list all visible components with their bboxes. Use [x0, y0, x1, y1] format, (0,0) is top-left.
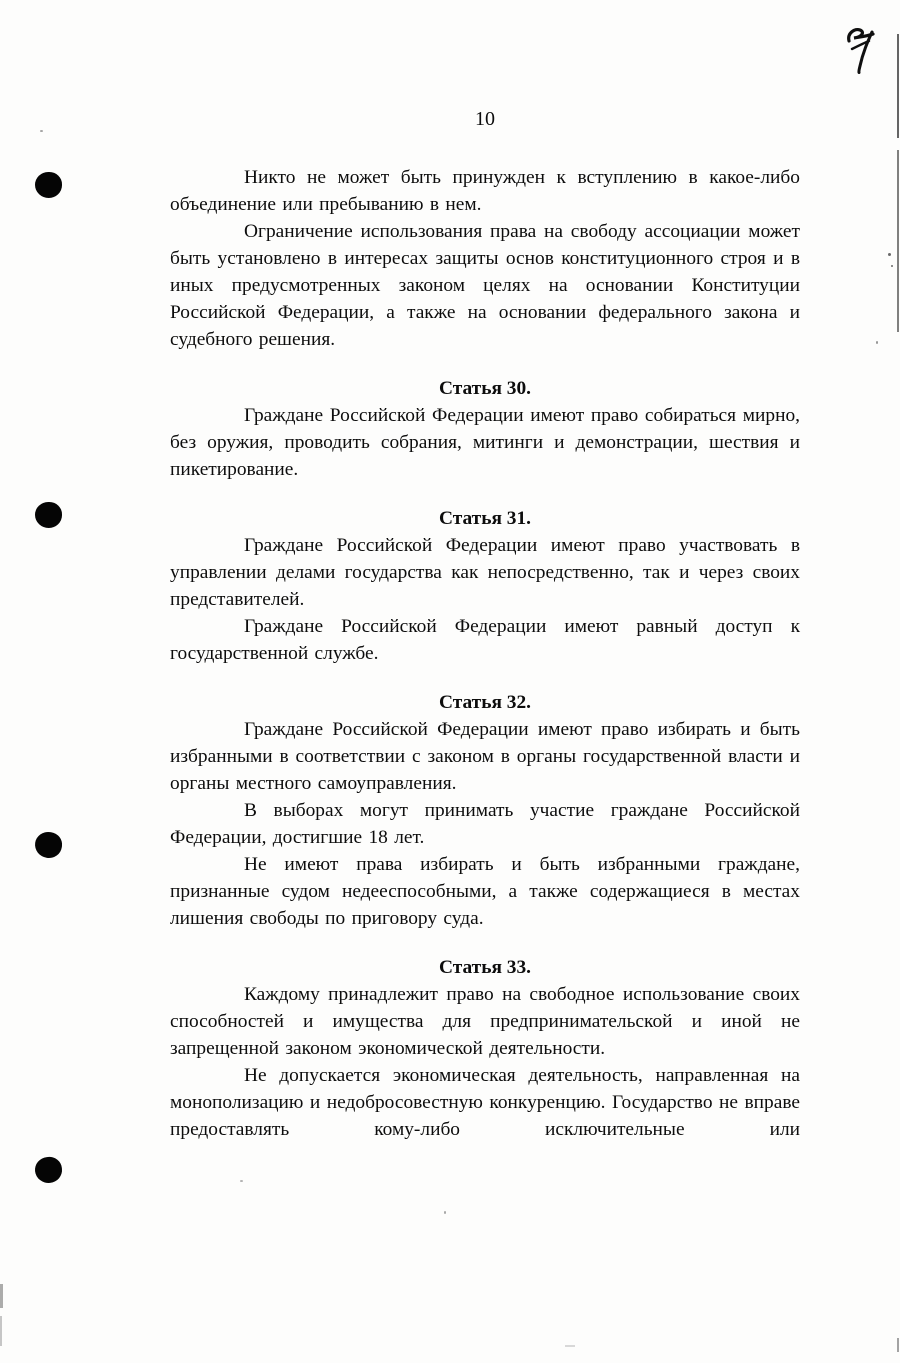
article-heading: Статья 33.: [438, 957, 532, 978]
paragraph: Никто не может быть принужден к вступлению в какое-либо объединение или пребыванию в нем.: [170, 167, 800, 215]
paragraph: Ограничение использования права на свободу ассоциации может быть установлено в интересах защиты основ конституционного строя и в иных предусмотренных законом целях на основании Конституции Российской Федерации, а также на основании федерального закона и судебного решения.: [170, 221, 800, 350]
article-section-intro: [170, 164, 800, 353]
scan-speck: [891, 265, 893, 267]
article-heading: Статья 31.: [438, 508, 532, 529]
scan-speck: [444, 1211, 446, 1214]
punch-hole-dot: [34, 1156, 64, 1185]
scan-speck: [240, 1180, 243, 1182]
scan-edge-line: [0, 1284, 3, 1308]
handwritten-mark-icon: [845, 26, 877, 76]
document-text-column: [170, 164, 800, 1143]
paragraph: Граждане Российской Федерации имеют право собираться мирно, без оружия, проводить собрания, митинги и демонстрации, шествия и пикетирование.: [170, 405, 800, 480]
scan-speck: [40, 130, 43, 132]
scan-speck: [888, 253, 891, 256]
article-section-32: [170, 689, 800, 932]
punch-hole-dot: [35, 172, 62, 198]
scan-edge-line: [897, 1338, 899, 1352]
scan-edge-line: [0, 1316, 2, 1346]
scan-speck: [876, 341, 878, 344]
paragraph: Каждому принадлежит право на свободное использование своих способностей и имущества для предпринимательской и иной не запрещенной законом экономической деятельности.: [170, 984, 800, 1059]
page-number: 10: [475, 108, 495, 130]
scan-speck: [565, 1345, 575, 1347]
punch-hole-dot: [35, 502, 62, 528]
scan-edge-line: [897, 150, 899, 332]
article-section-31: [170, 505, 800, 667]
paragraph: Граждане Российской Федерации имеют право избирать и быть избранными в соответствии с законом в органы государственной власти и органы местного самоуправления.: [170, 719, 800, 794]
article-section-33: [170, 954, 800, 1143]
paragraph: Не допускается экономическая деятельность, направленная на монополизацию и недобросовестную конкуренцию. Государство не вправе предоставлять кому-либо исключительные или: [170, 1065, 800, 1140]
article-heading: Статья 30.: [438, 378, 532, 399]
paragraph: Граждане Российской Федерации имеют право участвовать в управлении делами государства как непосредственно, так и через своих представителей.: [170, 535, 800, 610]
article-section-30: [170, 375, 800, 483]
paragraph: Граждане Российской Федерации имеют равный доступ к государственной службе.: [170, 616, 800, 664]
punch-hole-dot: [33, 830, 63, 860]
paragraph: В выборах могут принимать участие граждане Российской Федерации, достигшие 18 лет.: [170, 800, 800, 848]
scan-edge-line: [897, 34, 899, 138]
paragraph: Не имеют права избирать и быть избранными граждане, признанные судом недееспособными, а также содержащиеся в местах лишения свободы по приговору суда.: [170, 854, 800, 929]
article-heading: Статья 32.: [438, 692, 532, 713]
